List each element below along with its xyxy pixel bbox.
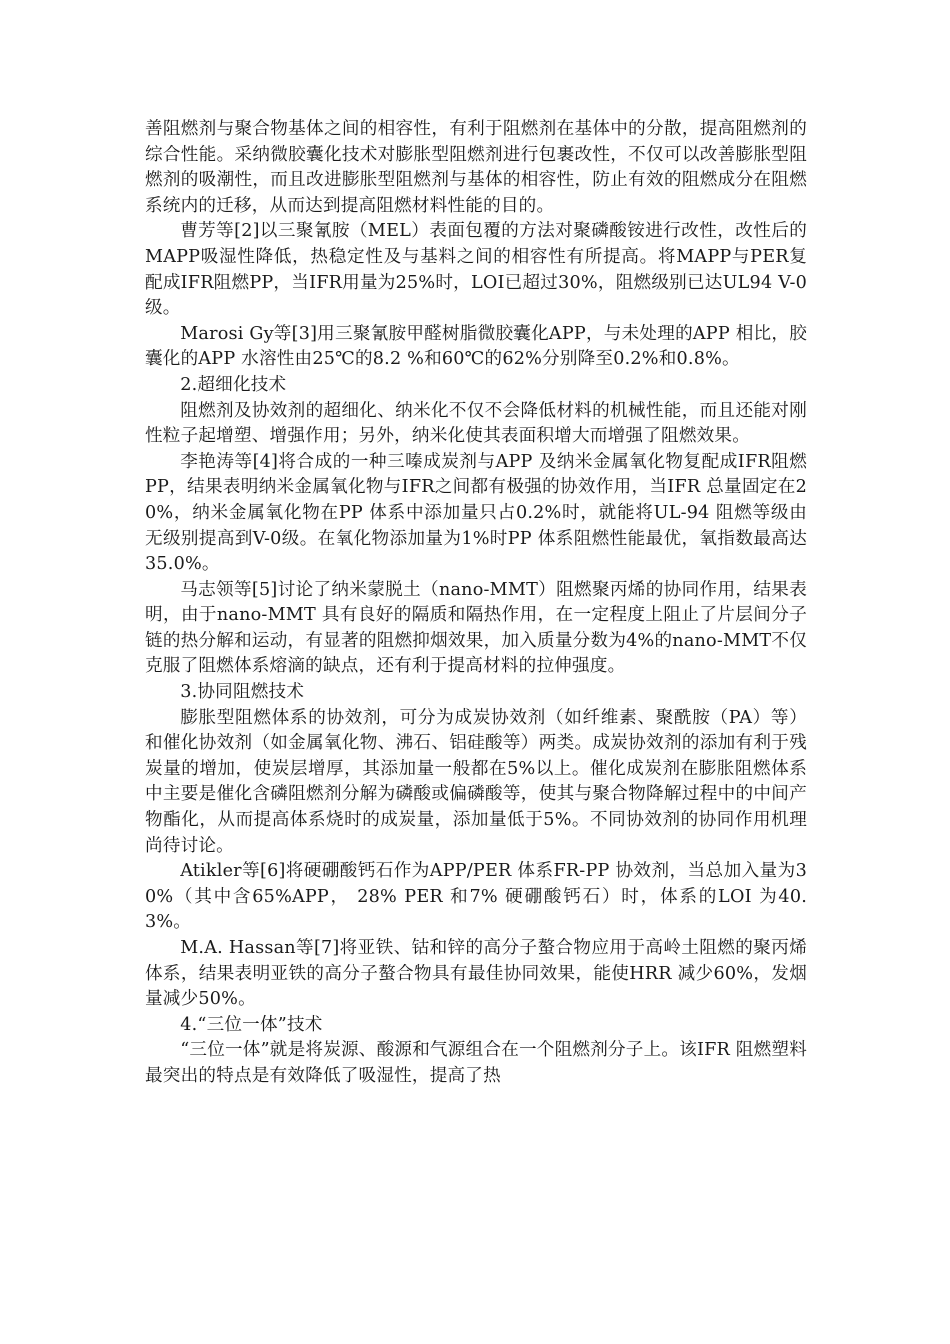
paragraph-ultrafine-intro: 阻燃剂及协效剂的超细化、纳米化不仅不会降低材料的机械性能，而且还能对刚性粒子起增塑、增强作用；另外，纳米化使其表面积增大而增强了阻燃效果。 [145,400,807,447]
section-heading-synergy: 3.协同阻燃技术 [180,682,305,703]
paragraph-li-yantao: 李艳涛等[4]将合成的一种三嗪成炭剂与APP 及纳米金属氧化物复配成IFR阻燃PP，结果表明纳米金属氧化物与IFR之间都有极强的协效作用，当IFR 总量固定在20%，纳米金属氧化物在PP 体系中添加量只占0.2%时，就能将UL-94 阻燃等级由无级别提高到V-0级。在氧化物添加量为1%时PP 体系阻燃性能最优，氧指数最高达35.0%。 [145,451,807,575]
paragraph-ma-zhiling: 马志领等[5]讨论了纳米蒙脱土（nano-MMT）阻燃聚丙烯的协同作用，结果表明，由于nano-MMT 具有良好的隔质和隔热作用，在一定程度上阻止了片层间分子链的热分解和运动，有显著的阻燃抑烟效果，加入质量分数为4%的nano-MMT不仅克服了阻燃体系熔滴的缺点，还有利于提高材料的拉伸强度。 [145,579,807,677]
paragraph-cao-fang: 曹芳等[2]以三聚氰胺（MEL）表面包覆的方法对聚磷酸铵进行改性，改性后的MAPP吸湿性降低，热稳定性及与基料之间的相容性有所提高。将MAPP与PER复配成IFR阻燃PP，当IFR用量为25%时，LOI已超过30%，阻燃级别已达UL94 V-0级。 [145,221,807,319]
section-heading-trinity: 4.“三位一体”技术 [180,1014,323,1035]
paragraph-hassan: M.A. Hassan等[7]将亚铁、钴和锌的高分子螯合物应用于高岭土阻燃的聚丙烯体系，结果表明亚铁的高分子螯合物具有最佳协同效果，能使HRR 减少60%，发烟量减少50%。 [145,938,807,1010]
paragraph-synergy-intro: 膨胀型阻燃体系的协效剂，可分为成炭协效剂（如纤维素、聚酰胺（PA）等）和催化协效剂（如金属氧化物、沸石、铝硅酸等）两类。成炭协效剂的添加有利于残炭量的增加，使炭层增厚，其添加量一般都在5%以上。催化成炭剂在膨胀阻燃体系中主要是催化含磷阻燃剂分解为磷酸或偏磷酸等，使其与聚合物降解过程中的中间产物酯化，从而提高体系烧时的成炭量，添加量低于5%。不同协效剂的协同作用机理尚待讨论。 [145,707,807,856]
paragraph-atikler: Atikler等[6]将硬硼酸钙石作为APP/PER 体系FR-PP 协效剂，当总加入量为30%（其中含65%APP， 28% PER 和7% 硬硼酸钙石）时，体系的LOI 为40.3%。 [145,861,807,933]
paragraph-intro-continuation: 善阻燃剂与聚合物基体之间的相容性，有利于阻燃剂在基体中的分散，提高阻燃剂的综合性能。采纳微胶囊化技术对膨胀型阻燃剂进行包裹改性，不仅可以改善膨胀型阻燃剂的吸潮性，而且改进膨胀型阻燃剂与基体的相容性，防止有效的阻燃成分在阻燃系统内的迁移，从而达到提高阻燃材料性能的目的。 [145,119,807,216]
paragraph-marosi: Marosi Gy等[3]用三聚氰胺甲醛树脂微胶囊化APP，与未处理的APP 相比，胶囊化的APP 水溶性由25℃的8.2 %和60℃的62%分别降至0.2%和0.8%。 [145,323,807,370]
paragraph-trinity-intro: “三位一体”就是将炭源、酸源和气源组合在一个阻燃剂分子上。该IFR 阻燃塑料最突出的特点是有效降低了吸湿性，提高了热 [145,1040,807,1086]
section-heading-ultrafine: 2.超细化技术 [180,374,287,395]
document-page [145,117,807,1090]
